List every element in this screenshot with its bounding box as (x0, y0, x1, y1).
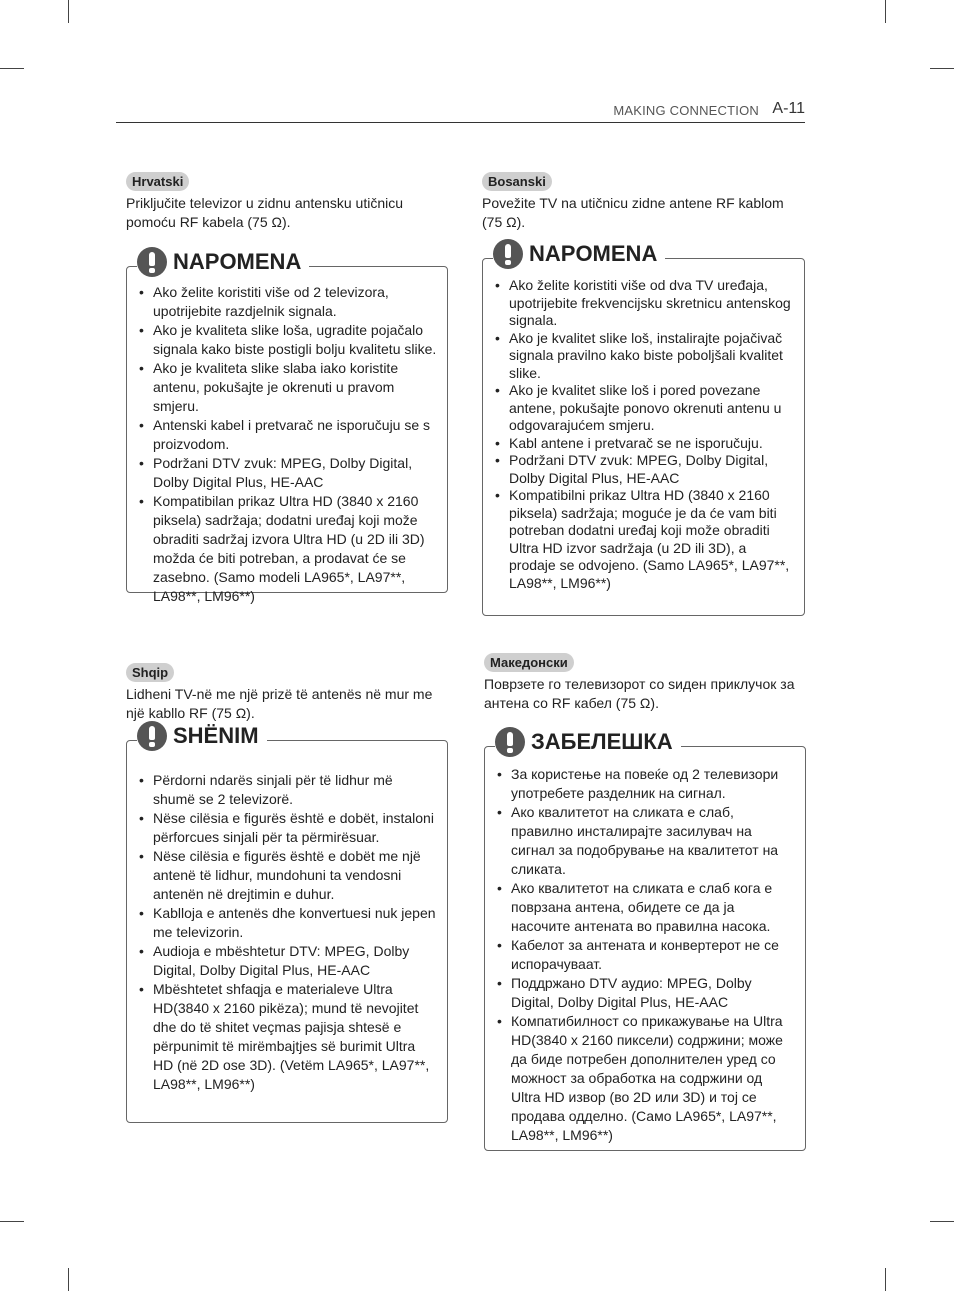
note-title: NAPOMENA (173, 249, 302, 274)
note-title: NAPOMENA (529, 241, 658, 266)
list-item: • Кабелот за антената и конвертерот не се испорачуваат. (495, 936, 795, 974)
list-item: • Përdorni ndarës sinjali për të lidhur më shumë se 2 televizorë. (137, 771, 437, 809)
crop-mark (930, 68, 954, 69)
note-title: ЗАБЕЛЕШКА (531, 729, 673, 754)
note-list (137, 283, 437, 606)
note-title: SHËNIM (173, 723, 259, 748)
list-item: • За користење на повеќе од 2 телевизори употребете разделник на сигнал. (495, 765, 795, 803)
list-item: • Kabl antene i pretvarač se ne isporučuju. (493, 435, 794, 453)
intro-text: Povežite TV na utičnicu zidne antene RF kablom (75 Ω). (482, 195, 784, 230)
list-item: • Nëse cilësia e figurës është e dobët, instaloni përforcues sinjali për ta përmirësuar. (137, 809, 437, 847)
exclamation-icon (137, 721, 167, 751)
list-item: • Mbështetet shfaqja e materialeve Ultra HD(3840 x 2160 pikëza); mund të nevojitet dhe do të shitet veçmas pajisja shtesë e përpunimit të mirëmbajtjes së burimit Ultra HD (në 2D ose 3D). (Vetëm LA965*, LA97**, LA98**, LM96**) (137, 980, 437, 1094)
note-box (126, 249, 448, 604)
page-number: A-11 (772, 100, 805, 117)
note-header (495, 727, 681, 757)
note-header (137, 721, 267, 751)
list-item: • Ako je kvalitet slike loš i pored povezane antene, pokušajte ponovo okrenuti antenu u odgovarajućem smjeru. (493, 382, 794, 435)
list-item: • Ako želite koristiti više od dva TV uređaja, upotrijebite frekvencijsku skretnicu antenskog signala. (493, 277, 794, 330)
exclamation-icon (493, 239, 523, 269)
crop-mark (68, 1268, 69, 1291)
list-item: • Ako je kvaliteta slike slaba iako koristite antenu, pokušajte je okrenuti u pravom smjeru. (137, 359, 437, 416)
list-item: • Kompatibilni prikaz Ultra HD (3840 x 2160 piksela) sadržaja; moguće je da će vam biti potreban dodatni uređaj koji može obraditi Ultra HD izvor sadržaja (u 2D ili 3D), a prodaje se odvojeno. (Samo LA965*, LA97**, LA98**, LM96**) (493, 487, 794, 592)
crop-mark (885, 0, 886, 23)
list-item: • Ако квалитетот на сликата е слаб кога е поврзана антена, обидете се да ја насочите антената во правилна насока. (495, 879, 795, 936)
list-item: • Компатибилност со прикажување на Ultra HD(3840 x 2160 пиксели) содржини; може да биде потребен дополнителен уред со можност за обработка на содржини од Ultra HD извор (во 2D или 3D) и тој се продава одделно. (Само LA965*, LA97**, LA98**, LM96**) (495, 1012, 795, 1145)
page-header (116, 100, 805, 123)
list-item: • Ako je kvalitet slike loš, instalirajte pojačivač signala pravilno kako biste poboljšali kvalitet slike. (493, 330, 794, 383)
note-list (495, 765, 795, 1145)
note-box (484, 729, 806, 1151)
section-title: MAKING CONNECTION (613, 103, 759, 118)
list-item: • Ako je kvaliteta slike loša, ugradite pojačalo signala kako biste postigli bolju kvalitetu slike. (137, 321, 437, 359)
language-block-makedonski (484, 653, 806, 713)
note-header (137, 247, 309, 277)
list-item: • Antenski kabel i pretvarač ne isporučuju se s proizvodom. (137, 416, 437, 454)
list-item: • Ако квалитетот на сликата е слаб, правилно инсталирајте засилувач на сигнал за подобрување на квалитетот на сликата. (495, 803, 795, 879)
note-list (493, 277, 794, 592)
language-block-hrvatski (126, 172, 448, 232)
intro-text: Lidheni TV-në me një prizë të antenës në mur me një kabllo RF (75 Ω). (126, 686, 433, 721)
list-item: • Podržani DTV zvuk: MPEG, Dolby Digital, Dolby Digital Plus, HE-AAC (493, 452, 794, 487)
exclamation-icon (137, 247, 167, 277)
crop-mark (68, 0, 69, 23)
list-item: • Kablloja e antenës dhe konvertuesi nuk jepen me televizorin. (137, 904, 437, 942)
list-item: • Поддржано DTV аудио: MPEG, Dolby Digital, Dolby Digital Plus, HE-AAC (495, 974, 795, 1012)
list-item: • Podržani DTV zvuk: MPEG, Dolby Digital, Dolby Digital Plus, HE-AAC (137, 454, 437, 492)
note-list (137, 771, 437, 1094)
crop-mark (885, 1268, 886, 1291)
intro-text: Priključite televizor u zidnu antensku utičnicu pomoću RF kabela (75 Ω). (126, 195, 404, 230)
crop-mark (0, 68, 24, 69)
note-box (482, 241, 805, 616)
language-badge: Shqip (126, 663, 174, 682)
language-block-bosanski (482, 172, 804, 232)
language-badge: Македонски (484, 653, 574, 672)
list-item: • Audioja e mbështetur DTV: MPEG, Dolby Digital, Dolby Digital Plus, HE-AAC (137, 942, 437, 980)
list-item: • Kompatibilan prikaz Ultra HD (3840 x 2160 piksela) sadržaja; dodatni uređaj koji može obraditi sadržaj izvora Ultra HD (u 2D ili 3D) možda će biti potreban, a prodavat će se zasebno. (Samo modeli LA965*, LA97**, LA98**, LM96**) (137, 492, 437, 606)
note-header (493, 239, 665, 269)
note-box (126, 723, 448, 1123)
language-block-shqip (126, 663, 448, 723)
language-badge: Bosanski (482, 172, 552, 191)
list-item: • Ako želite koristiti više od 2 televizora, upotrijebite razdjelnik signala. (137, 283, 437, 321)
list-item: • Nëse cilësia e figurës është e dobët me një antenë të lidhur, mundohuni ta vendosni antenën në drejtimin e duhur. (137, 847, 437, 904)
language-badge: Hrvatski (126, 172, 189, 191)
intro-text: Поврзете го телевизорот со ѕиден приклучок за антена со RF кабел (75 Ω). (484, 676, 795, 711)
crop-mark (0, 1221, 24, 1222)
crop-mark (930, 1221, 954, 1222)
exclamation-icon (495, 727, 525, 757)
